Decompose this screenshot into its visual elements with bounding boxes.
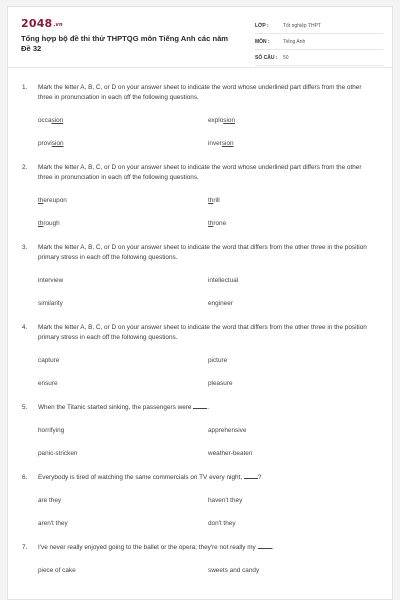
answer-option[interactable] <box>208 496 378 505</box>
option-underlined: sion <box>223 117 236 124</box>
question-text-start: When the Titanic started sinking, the passengers were <box>38 404 192 411</box>
meta-row-subject <box>255 34 383 50</box>
answer-option[interactable] <box>38 196 208 205</box>
option-text: inver <box>208 140 222 147</box>
option-text: don't they <box>208 520 236 527</box>
exam-title <box>21 34 231 54</box>
option-text: capture <box>38 357 60 364</box>
question-text-start: Everybody is tired of watching the same commercials on TV every night, <box>38 474 243 481</box>
question-number: 1. <box>22 84 28 91</box>
option-text: rill <box>213 197 220 204</box>
meta-label: LỚP : <box>255 22 269 29</box>
option-underlined: th <box>38 220 44 227</box>
answer-blank <box>244 473 258 479</box>
option-text: horrifying <box>38 427 65 434</box>
option-underlined: sion <box>51 117 64 124</box>
question-text: Mark the letter A, B, C, or D on your answer sheet to indicate the word whose underlined part differs from the other three in pronunciation in each off the following questions. <box>38 84 362 101</box>
answer-options <box>22 566 378 575</box>
question-text-start: I've never really enjoyed going to the ballet or the opera; they're not really my <box>38 544 256 551</box>
exam-page <box>7 6 393 600</box>
meta-value: Tiếng Anh <box>283 38 306 45</box>
answer-options <box>22 496 378 528</box>
option-text: rough <box>43 220 60 227</box>
answer-blank <box>258 543 272 549</box>
question-2 <box>22 163 378 228</box>
answer-option[interactable] <box>208 519 378 528</box>
answer-options <box>22 196 378 228</box>
answer-options <box>22 276 378 308</box>
question-text <box>38 543 378 553</box>
answer-option[interactable] <box>38 276 208 285</box>
option-underlined: sion <box>221 140 234 147</box>
answer-option[interactable] <box>38 299 208 308</box>
question-4 <box>22 323 378 388</box>
exam-meta <box>255 18 383 66</box>
answer-option[interactable] <box>208 356 378 365</box>
answer-option[interactable] <box>208 116 378 125</box>
answer-option[interactable] <box>208 449 378 458</box>
option-text: sweets and candy <box>208 567 260 574</box>
answer-option[interactable] <box>38 519 208 528</box>
meta-label: MÔN : <box>255 38 270 45</box>
answer-option[interactable] <box>208 566 378 575</box>
question-text: Mark the letter A, B, C, or D on your answer sheet to indicate the word whose underlined part differs from the other three in pronunciation in each off the following questions. <box>38 164 362 181</box>
logo-suffix: .vn <box>53 22 63 28</box>
answer-option[interactable] <box>38 116 208 125</box>
answer-option[interactable] <box>38 496 208 505</box>
answer-options <box>22 116 378 148</box>
question-list <box>8 83 392 575</box>
answer-options <box>22 426 378 458</box>
question-1 <box>22 83 378 148</box>
option-underlined: th <box>208 220 214 227</box>
option-text: pleasure <box>208 380 233 387</box>
question-3 <box>22 243 378 308</box>
answer-option[interactable] <box>38 219 208 228</box>
option-text: haven't they <box>208 497 243 504</box>
question-text <box>38 473 378 483</box>
option-text: aren't they <box>38 520 68 527</box>
question-text <box>38 403 378 413</box>
option-text: ereupon <box>43 197 67 204</box>
option-text: provi <box>38 140 52 147</box>
exam-title-line1: Tổng hợp bộ đề thi thử THPTQG môn Tiếng Anh các năm <box>21 34 229 43</box>
meta-row-class <box>255 18 383 34</box>
option-text: occa <box>38 117 52 124</box>
option-text: rone <box>213 220 227 227</box>
question-6 <box>22 473 378 528</box>
question-number: 2. <box>22 164 28 171</box>
answer-option[interactable] <box>38 379 208 388</box>
exam-header <box>8 7 392 68</box>
question-5 <box>22 403 378 458</box>
option-text: explo <box>208 117 224 124</box>
logo-main: 2048 <box>21 17 53 30</box>
question-text: Mark the letter A, B, C, or D on your answer sheet to indicate the word that differs from the other three in the position primary stress in each off the following questions. <box>38 244 367 261</box>
answer-option[interactable] <box>208 139 378 148</box>
answer-option[interactable] <box>38 139 208 148</box>
option-text: panic-stricken <box>38 450 78 457</box>
answer-options <box>22 356 378 388</box>
option-text: apprehensive <box>208 427 247 434</box>
option-text: ensure <box>38 380 58 387</box>
option-text: interview <box>38 277 64 284</box>
question-7 <box>22 543 378 575</box>
question-text-end: . <box>207 404 210 411</box>
option-underlined: sion <box>51 140 64 147</box>
answer-option[interactable] <box>38 449 208 458</box>
answer-option[interactable] <box>38 566 208 575</box>
site-logo[interactable] <box>21 17 63 30</box>
question-number: 3. <box>22 244 28 251</box>
option-underlined: th <box>208 197 214 204</box>
option-text: picture <box>208 357 228 364</box>
answer-option[interactable] <box>38 426 208 435</box>
answer-option[interactable] <box>38 356 208 365</box>
option-text: engineer <box>208 300 233 307</box>
option-text: are they <box>38 497 62 504</box>
answer-blank <box>193 403 210 411</box>
exam-title-line2: Đề 32 <box>21 44 42 53</box>
question-number: 7. <box>22 544 28 551</box>
question-number: 5. <box>22 404 28 411</box>
answer-option[interactable] <box>208 379 378 388</box>
meta-value: Tốt nghiệp THPT <box>283 22 321 29</box>
option-underlined: th <box>38 197 44 204</box>
option-text: intellectual <box>208 277 239 284</box>
question-text-end: . <box>271 544 274 551</box>
answer-option[interactable] <box>208 196 378 205</box>
meta-row-count <box>255 50 383 66</box>
answer-option[interactable] <box>208 299 378 308</box>
question-number: 4. <box>22 324 28 331</box>
option-text: piece of cake <box>38 567 76 574</box>
option-text: similarity <box>38 300 63 307</box>
question-number: 6. <box>22 474 28 481</box>
answer-option[interactable] <box>208 219 378 228</box>
question-text: Mark the letter A, B, C, or D on your answer sheet to indicate the word that differs from the other three in the position primary stress in each off the following questions. <box>38 324 367 341</box>
option-text: weather-beaten <box>208 450 253 457</box>
answer-option[interactable] <box>208 276 378 285</box>
question-text-end: ? <box>257 474 262 481</box>
meta-value: 50 <box>283 54 289 61</box>
answer-option[interactable] <box>208 426 378 435</box>
meta-label: SỐ CÂU : <box>255 54 278 61</box>
